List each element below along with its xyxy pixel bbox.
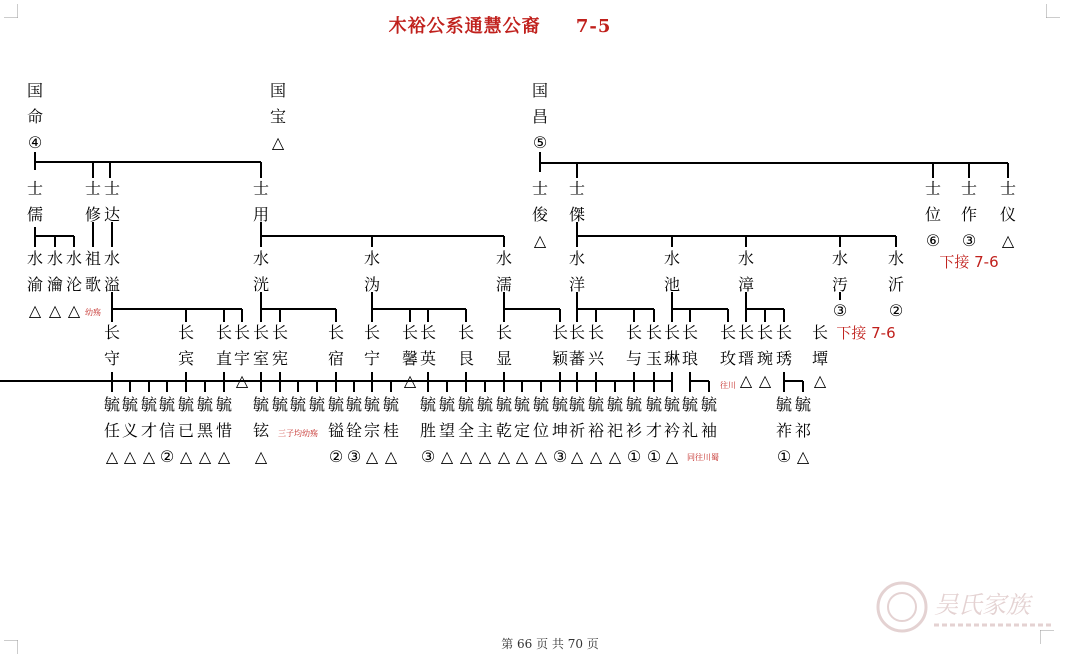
gen5-ti: 桂	[382, 421, 400, 440]
gen5-ti: 毓	[606, 395, 624, 414]
gen3-shui-chi: 水	[663, 249, 681, 268]
gen2-shi-jun: 士	[531, 179, 549, 198]
ancestor-guo-ming: 命	[26, 107, 44, 126]
gen5-ti: ③	[346, 447, 362, 466]
ancestor-guo-chang: 昌	[531, 107, 549, 126]
title-text: 木裕公系通慧公裔	[388, 16, 541, 37]
gen4-chang: 英	[419, 349, 437, 368]
gen5-ti: 任	[103, 421, 121, 440]
gen3-shui-zhang: 漳	[737, 275, 755, 294]
gen4-chang: 馨	[401, 349, 419, 368]
gen3-shui-gong: 水	[831, 249, 849, 268]
gen5-ti: △	[217, 447, 231, 466]
gen5-ti: 裕	[587, 421, 605, 440]
gen4-mark: △	[403, 371, 417, 390]
gen3-shui-ru: 濡	[495, 275, 513, 294]
gen4-chang: 长	[327, 323, 345, 342]
gen5-ti: 祚	[775, 421, 793, 440]
watermark-logo	[872, 577, 1062, 637]
gen3-shui-chi: 池	[663, 275, 681, 294]
gen3-shui-guang: 水	[252, 249, 270, 268]
gen5-ti: 定	[513, 421, 531, 440]
gen4-chang: 墰	[811, 349, 829, 368]
ancestor-guo-ming: ④	[27, 133, 43, 152]
gen5-ti: 宗	[363, 421, 381, 440]
gen5-ti: 才	[645, 421, 663, 440]
gen5-ti: 毓	[568, 395, 586, 414]
gen3-zu-ge: 祖	[84, 249, 102, 268]
gen5-ti: 毓	[215, 395, 233, 414]
gen5-ti: △	[608, 447, 622, 466]
gen5-ti: ②	[159, 447, 175, 466]
gen4-chang: 艮	[457, 349, 475, 368]
gen3-shui-gong: ③	[832, 301, 848, 320]
gen5-ti: 祀	[606, 421, 624, 440]
gen5-ti: 铨	[345, 421, 363, 440]
gen3-zu-ge: 歌	[84, 275, 102, 294]
gen5-ti: 毓	[289, 395, 307, 414]
gen4-chang: 长	[681, 323, 699, 342]
gen4-chang: 兴	[587, 349, 605, 368]
gen5-ti: △	[440, 447, 454, 466]
gen4-chang: 玉	[645, 349, 663, 368]
gen4-chang: 长	[215, 323, 233, 342]
gen2-shi-jie: 士	[568, 179, 586, 198]
gen4-chang: 长	[756, 323, 774, 342]
note-died-young: 幼殇	[85, 308, 101, 317]
continue-note-2: 下接 7-6	[836, 324, 896, 342]
gen5-ti: 信	[158, 421, 176, 440]
gen5-ti: 铉	[252, 421, 270, 440]
gen5-ti: 黑	[196, 421, 214, 440]
gen3-shui-yang: 洋	[568, 275, 586, 294]
gen5-ti: △	[142, 447, 156, 466]
gen5-ti: 祁	[794, 421, 812, 440]
gen5-ti: ③	[552, 447, 568, 466]
gen2-shi-ru: 士	[26, 179, 44, 198]
gen5-ti: 毓	[363, 395, 381, 414]
page-footer: 第 66 页 共 70 页	[501, 637, 599, 651]
gen5-ti: △	[123, 447, 137, 466]
gen4-chang: 长	[495, 323, 513, 342]
gen3-shui-ru: 水	[495, 249, 513, 268]
gen5-ti: 毓	[252, 395, 270, 414]
continue-note-1: 下接 7-6	[939, 253, 999, 271]
ancestor-guo-bao: 国	[269, 81, 287, 100]
gen4-chang: 长	[587, 323, 605, 342]
gen2-shi-da: 达	[103, 205, 121, 224]
gen2-shi-xiu: 士	[84, 179, 102, 198]
gen5-ti: △	[796, 447, 810, 466]
gen4-chang: 长	[177, 323, 195, 342]
gen5-ti: △	[384, 447, 398, 466]
ancestor-guo-chang: 国	[531, 81, 549, 100]
gen3-shui-yue: 水	[46, 249, 64, 268]
gen4-chang: 长	[419, 323, 437, 342]
gen3-shui-zhang: 水	[737, 249, 755, 268]
gen5-ti: 毓	[476, 395, 494, 414]
gen2-shi-wei: 士	[924, 179, 942, 198]
gen5-ti: 衫	[625, 421, 643, 440]
gen5-ti: 毓	[438, 395, 456, 414]
gen3-shui-qi: 沂	[887, 275, 905, 294]
gen4-chang: 宇	[233, 349, 251, 368]
gen5-ti: 毓	[271, 395, 289, 414]
gen4-chang: 长	[645, 323, 663, 342]
gen4-chang: 长	[271, 323, 289, 342]
note-went-to-sichuan-together: 同往川蜀	[687, 453, 719, 462]
gen5-ti: 衿	[663, 421, 681, 440]
gen3-shui-guang: 洸	[252, 275, 270, 294]
gen3-shui-gong: 汚	[831, 275, 849, 294]
gen4-chang: 长	[625, 323, 643, 342]
gen2-shi-yi: △	[1001, 231, 1015, 250]
gen2-shi-jun: △	[533, 231, 547, 250]
gen5-ti: 毓	[419, 395, 437, 414]
gen5-ti: △	[515, 447, 529, 466]
gen5-ti: △	[665, 447, 679, 466]
gen4-chang: 宪	[271, 349, 289, 368]
gen5-ti: 坤	[551, 421, 569, 440]
gen2-shi-zuo: ③	[961, 231, 977, 250]
gen4-chang: 琇	[775, 349, 793, 368]
gen2-shi-zuo: 作	[960, 205, 978, 224]
gen5-ti: ①	[626, 447, 642, 466]
gen5-ti: 毓	[103, 395, 121, 414]
gen5-ti: 毓	[775, 395, 793, 414]
gen5-ti: 义	[121, 421, 139, 440]
gen5-ti: △	[534, 447, 548, 466]
gen5-ti: 毓	[457, 395, 475, 414]
gen5-ti: 毓	[625, 395, 643, 414]
gen3-shui-lun: 沦	[65, 275, 83, 294]
gen5-ti: △	[105, 447, 119, 466]
gen5-ti: △	[570, 447, 584, 466]
gen4-chang: 守	[103, 349, 121, 368]
gen2-shi-da: 士	[103, 179, 121, 198]
gen5-ti: 毓	[513, 395, 531, 414]
gen3-shui-yu: 渝	[26, 275, 44, 294]
gen4-chang: 长	[737, 323, 755, 342]
gen5-ti: 望	[438, 421, 456, 440]
gen5-ti: △	[179, 447, 193, 466]
gen5-ti: △	[459, 447, 473, 466]
gen3-shui-yue: △	[48, 301, 62, 320]
gen4-chang: 长	[233, 323, 251, 342]
gen4-chang: 玫	[719, 349, 737, 368]
gen5-ti: 已	[177, 421, 195, 440]
gen4-chang: 琅	[681, 349, 699, 368]
gen5-ti: 毓	[308, 395, 326, 414]
gen5-ti: 礼	[681, 421, 699, 440]
gen3-shui-yang: 水	[568, 249, 586, 268]
gen5-ti: 毓	[663, 395, 681, 414]
gen5-ti: 毓	[681, 395, 699, 414]
gen2-shi-yong: 士	[252, 179, 270, 198]
gen4-chang: 瑨	[737, 349, 755, 368]
ancestor-guo-chang: ⑤	[532, 133, 548, 152]
gen4-chang: 琬	[756, 349, 774, 368]
gen4-chang: 长	[811, 323, 829, 342]
gen5-ti: 镒	[327, 421, 345, 440]
gen5-ti: △	[497, 447, 511, 466]
gen5-ti: 毓	[700, 395, 718, 414]
gen3-shui-yi: 水	[103, 249, 121, 268]
gen5-ti: 毓	[196, 395, 214, 414]
gen4-chang: 长	[401, 323, 419, 342]
ancestor-guo-bao: △	[271, 133, 285, 152]
note-three-sons-died-young: 三子均幼殇	[278, 429, 318, 438]
gen4-chang: 颖	[551, 349, 569, 368]
gen3-shui-wei: 沩	[363, 275, 381, 294]
gen5-ti: △	[198, 447, 212, 466]
gen2-shi-jun: 俊	[531, 205, 549, 224]
gen5-ti: 毓	[382, 395, 400, 414]
ancestor-guo-ming: 国	[26, 81, 44, 100]
gen5-ti: ①	[776, 447, 792, 466]
gen5-ti: 袖	[700, 421, 718, 440]
gen5-ti: 毓	[140, 395, 158, 414]
page-reference: 7-5	[575, 16, 612, 37]
gen5-ti: 毓	[495, 395, 513, 414]
gen4-chang: 长	[568, 323, 586, 342]
gen5-ti: 才	[140, 421, 158, 440]
gen4-mark: △	[758, 371, 772, 390]
gen4-chang: 长	[457, 323, 475, 342]
gen2-shi-ru: 儒	[26, 205, 44, 224]
gen5-ti: △	[589, 447, 603, 466]
gen4-chang: 显	[495, 349, 513, 368]
svg-text:吴氏家族: 吴氏家族	[934, 591, 1030, 619]
gen2-shi-yi: 士	[999, 179, 1017, 198]
gen5-ti: △	[478, 447, 492, 466]
gen2-shi-zuo: 士	[960, 179, 978, 198]
gen3-shui-yu: △	[28, 301, 42, 320]
gen2-shi-xiu: 修	[84, 205, 102, 224]
gen5-ti: 乾	[495, 421, 513, 440]
gen2-shi-yong: 用	[252, 205, 270, 224]
gen5-ti: 全	[457, 421, 475, 440]
gen4-chang: 长	[551, 323, 569, 342]
gen4-chang: 长	[363, 323, 381, 342]
gen5-ti: 毓	[327, 395, 345, 414]
gen4-chang: 长	[103, 323, 121, 342]
gen4-chang: 直	[215, 349, 233, 368]
gen3-shui-yi: 溢	[103, 275, 121, 294]
gen4-chang: 宁	[363, 349, 381, 368]
gen5-ti: △	[254, 447, 268, 466]
gen3-shui-wei: 水	[363, 249, 381, 268]
ancestor-guo-bao: 宝	[269, 107, 287, 126]
gen4-chang: 宿	[327, 349, 345, 368]
gen2-shi-wei: 位	[924, 205, 942, 224]
gen5-ti: 惜	[215, 421, 233, 440]
gen5-ti: 毓	[177, 395, 195, 414]
gen4-chang: 蕃	[568, 349, 586, 368]
gen2-shi-yi: 仪	[999, 205, 1017, 224]
note-went-to-sichuan: 往川	[720, 381, 736, 390]
gen2-shi-wei: ⑥	[925, 231, 941, 250]
gen4-mark: △	[813, 371, 827, 390]
gen5-ti: 主	[476, 421, 494, 440]
gen4-chang: 长	[663, 323, 681, 342]
gen4-chang: 室	[252, 349, 270, 368]
gen3-shui-qi: 水	[887, 249, 905, 268]
gen5-ti: 毓	[121, 395, 139, 414]
gen5-ti: △	[365, 447, 379, 466]
gen4-chang: 长	[775, 323, 793, 342]
gen5-ti: 毓	[551, 395, 569, 414]
gen3-shui-qi: ②	[888, 301, 904, 320]
gen3-shui-lun: 水	[65, 249, 83, 268]
gen4-mark: △	[739, 371, 753, 390]
gen4-mark: △	[235, 371, 249, 390]
gen5-ti: 祈	[568, 421, 586, 440]
gen4-chang: 琳	[663, 349, 681, 368]
gen5-ti: ②	[328, 447, 344, 466]
gen5-ti: 毓	[345, 395, 363, 414]
gen5-ti: 毓	[158, 395, 176, 414]
gen5-ti: 毓	[587, 395, 605, 414]
gen4-chang: 与	[625, 349, 643, 368]
gen3-shui-yu: 水	[26, 249, 44, 268]
gen5-ti: 毓	[645, 395, 663, 414]
gen5-ti: 毓	[794, 395, 812, 414]
gen5-ti: ③	[420, 447, 436, 466]
gen3-shui-yue: 瀹	[46, 275, 64, 294]
gen2-shi-jie: 傑	[568, 205, 586, 224]
gen3-shui-lun: △	[67, 301, 81, 320]
gen4-chang: 长	[719, 323, 737, 342]
gen5-ti: ①	[646, 447, 662, 466]
gen5-ti: 胜	[419, 421, 437, 440]
gen4-chang: 宾	[177, 349, 195, 368]
gen5-ti: 毓	[532, 395, 550, 414]
gen4-chang: 长	[252, 323, 270, 342]
gen5-ti: 位	[532, 421, 550, 440]
